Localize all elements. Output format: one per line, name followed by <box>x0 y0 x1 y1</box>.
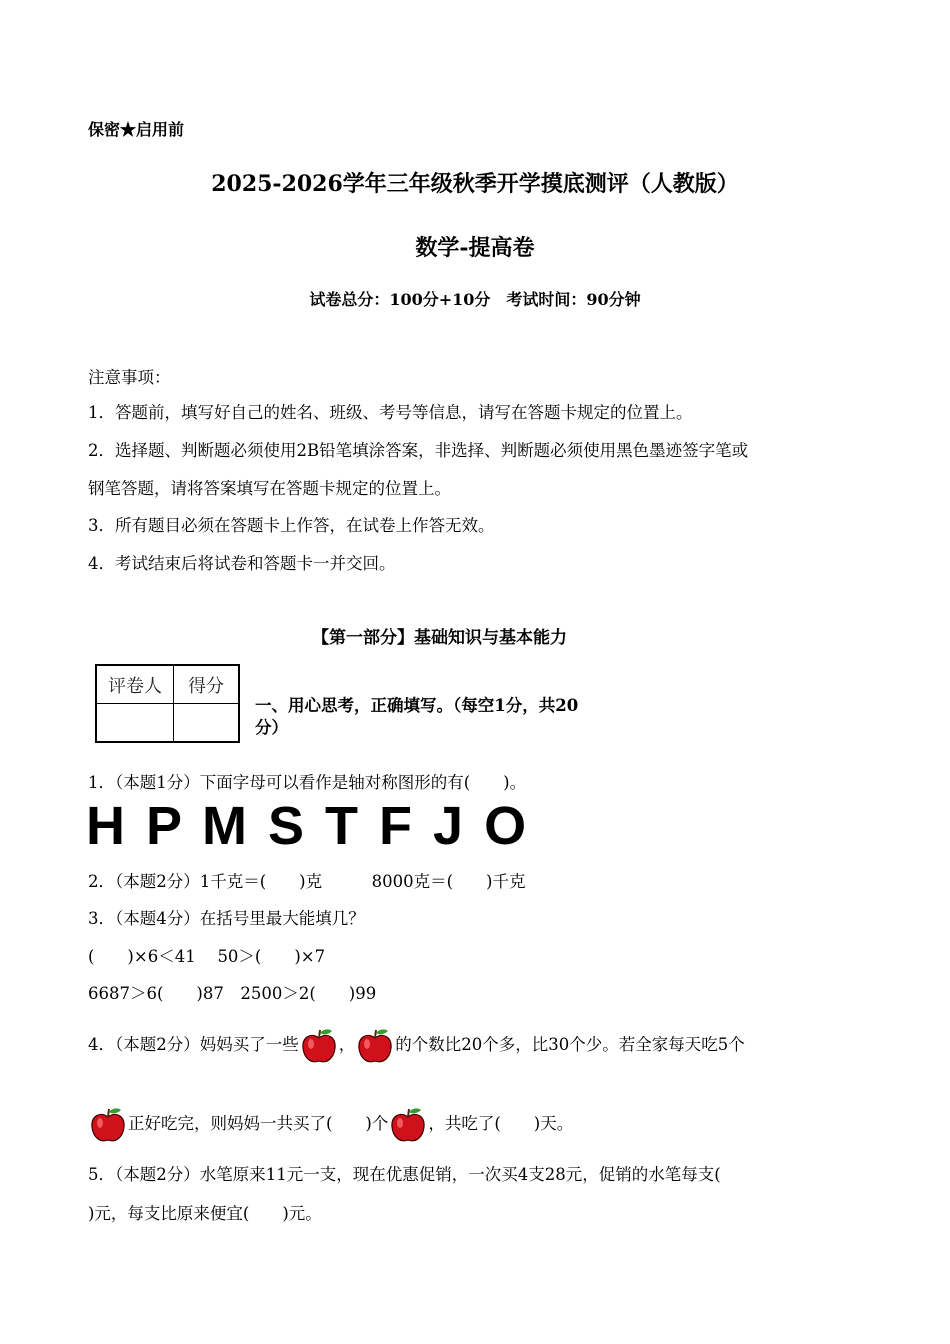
score-cell[interactable] <box>174 704 240 743</box>
question-3-line-2: 6687＞6( )87 2500＞2( )99 <box>88 984 377 1003</box>
note-item: 1．答题前，填写好自己的姓名、班级、考号等信息，请写在答题卡规定的位置上。 <box>88 403 693 422</box>
apple-icon <box>88 1105 128 1145</box>
question-1: 1．（本题1分）下面字母可以看作是轴对称图形的有( )。 <box>88 773 527 792</box>
question-4-text: 的个数比20个多，比30个少。若全家每天吃5个 <box>395 1035 745 1054</box>
grader-cell[interactable] <box>96 704 174 743</box>
page-subtitle: 数学-提高卷 <box>415 235 535 261</box>
section-heading: 一、用心思考，正确填写。（每空1分，共20 <box>255 696 579 715</box>
question-4-line-2 <box>88 1103 573 1145</box>
page-title: 2025-2026学年三年级秋季开学摸底测评（人教版） <box>211 171 739 197</box>
question-4-text: 正好吃完，则妈妈一共买了( )个 <box>128 1114 389 1133</box>
apple-icon <box>299 1026 339 1066</box>
exam-info: 试卷总分：100分+10分 考试时间：90分钟 <box>309 290 641 309</box>
question-4-text: 4．（本题2分）妈妈买了一些 <box>88 1035 299 1054</box>
question-3: 3．（本题4分）在括号里最大能填几？ <box>88 909 365 928</box>
question-3-line-1: ( )×6＜41 50＞( )×7 <box>88 947 326 966</box>
apple-icon <box>388 1105 428 1145</box>
note-item: 3．所有题目必须在答题卡上作答，在试卷上作答无效。 <box>88 516 495 535</box>
note-item: 4．考试结束后将试卷和答题卡一并交回。 <box>88 554 396 573</box>
question-4-line-1 <box>88 1024 745 1066</box>
section-title: 【第一部分】基础知识与基本能力 <box>312 628 567 648</box>
confidential-label: 保密★启用前 <box>88 120 185 139</box>
score-header: 得分 <box>174 665 240 704</box>
grader-table <box>95 664 240 743</box>
question-4-text: ， <box>338 1035 356 1054</box>
note-item: 2．选择题、判断题必须使用2B铅笔填涂答案，非选择、判断题必须使用黑色墨迹签字笔或 <box>88 441 749 460</box>
notes-heading: 注意事项： <box>88 368 171 387</box>
question-1-letters: H P M S T F J O <box>86 796 527 856</box>
question-2: 2．（本题2分）1千克＝( )克 8000克＝( )千克 <box>88 872 526 891</box>
question-5-cont: )元，每支比原来便宜( )元。 <box>88 1204 322 1223</box>
question-4-text: ，共吃了( )天。 <box>428 1114 574 1133</box>
question-5: 5．（本题2分）水笔原来11元一支，现在优惠促销，一次买4支28元，促销的水笔每支( <box>88 1165 721 1184</box>
grader-header: 评卷人 <box>96 665 174 704</box>
section-heading-cont: 分） <box>255 718 288 737</box>
apple-icon <box>355 1026 395 1066</box>
note-item: 钢笔答题，请将答案填写在答题卡规定的位置上。 <box>88 479 451 498</box>
